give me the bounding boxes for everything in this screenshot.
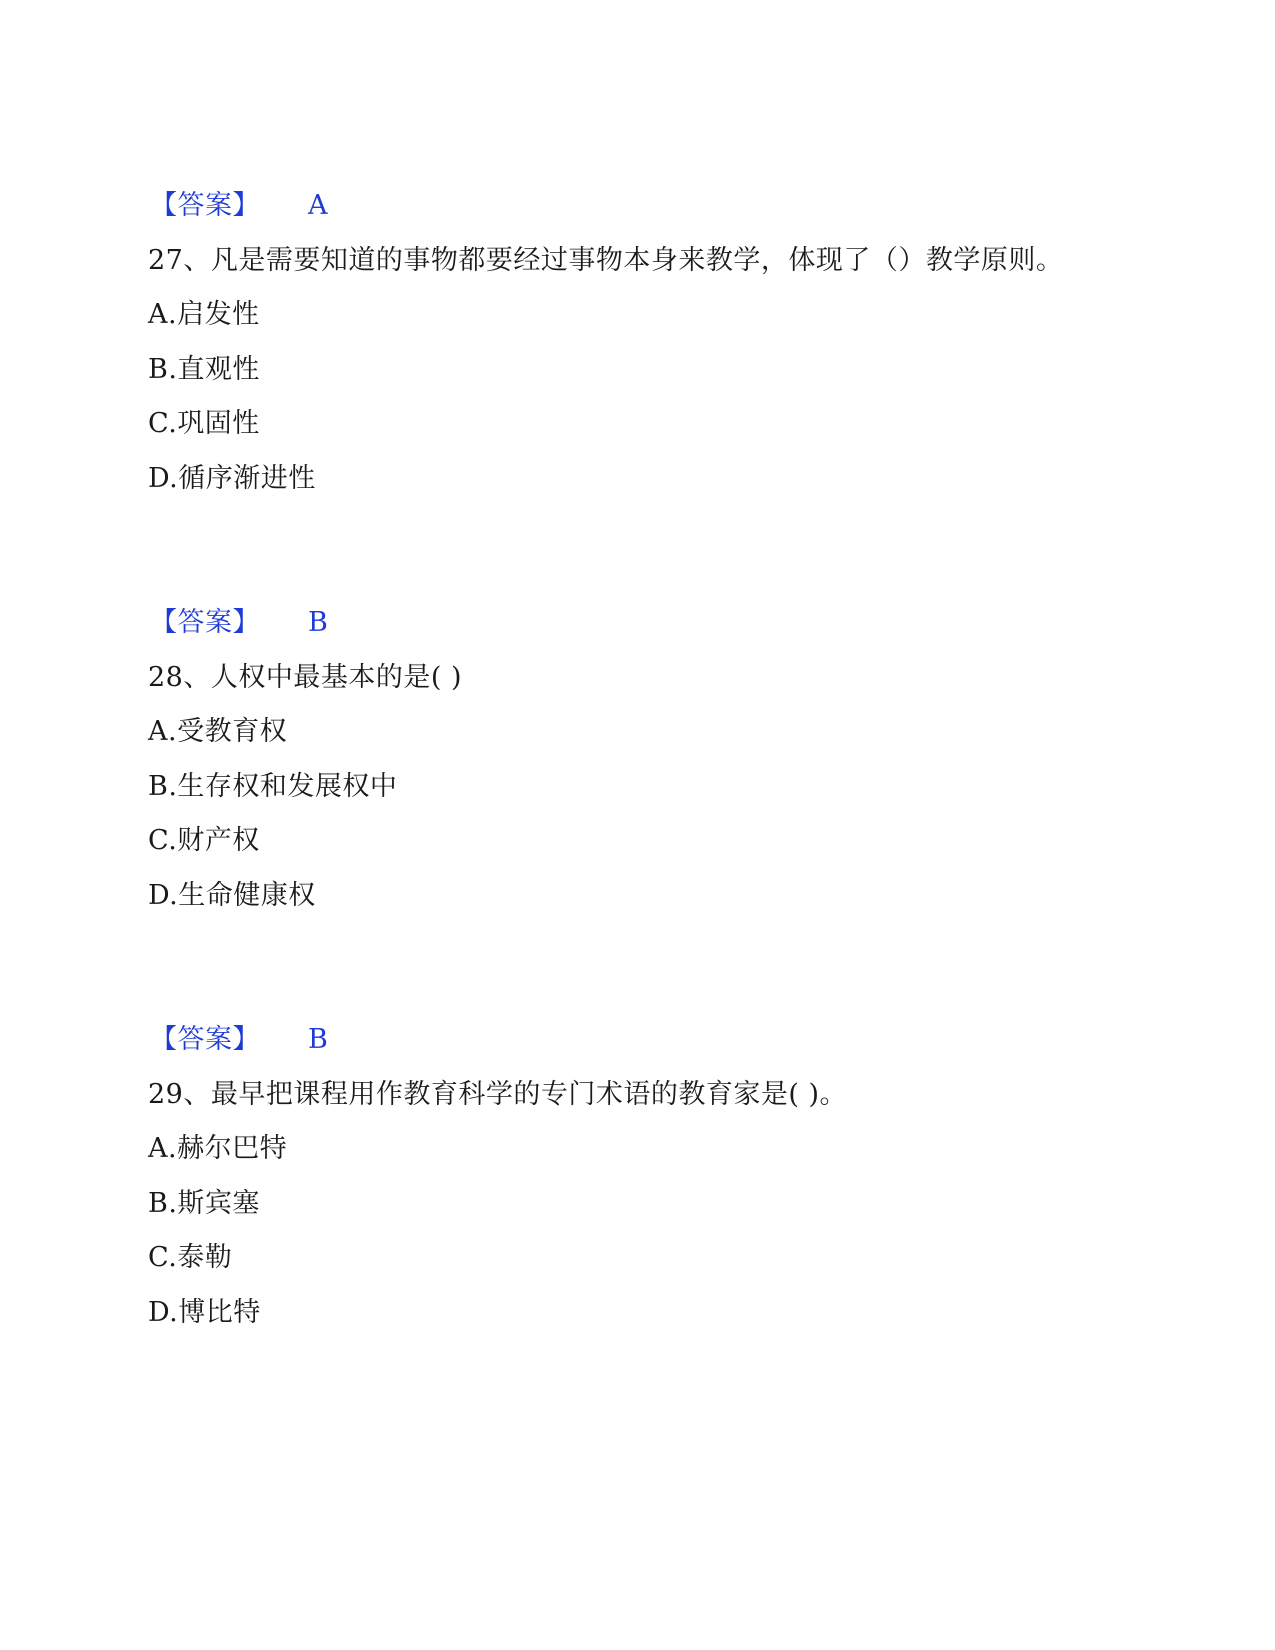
option-a: A.受教育权: [148, 716, 288, 747]
option-d: D.生命健康权: [148, 880, 316, 911]
answer-line: [150, 189, 328, 223]
option-a: A.赫尔巴特: [148, 1133, 288, 1164]
answer-value: B: [308, 607, 329, 638]
answer-line: [150, 1023, 328, 1057]
option-b: B.生存权和发展权中: [148, 771, 398, 802]
option-b: B.直观性: [148, 354, 260, 385]
option-d: D.博比特: [148, 1297, 261, 1328]
question-text: 28、人权中最基本的是( ): [148, 662, 463, 693]
answer-value: B: [308, 1024, 329, 1055]
option-c: C.巩固性: [148, 408, 260, 439]
answer-label: 【答案】: [150, 190, 260, 221]
answer-value: A: [308, 190, 328, 221]
answer-label: 【答案】: [150, 607, 260, 638]
option-a: A.启发性: [148, 299, 260, 330]
question-text: 29、最早把课程用作教育科学的专门术语的教育家是( )。: [148, 1079, 848, 1110]
option-c: C.财产权: [148, 825, 260, 856]
answer-line: [150, 606, 328, 640]
option-b: B.斯宾塞: [148, 1188, 260, 1219]
answer-label: 【答案】: [150, 1024, 260, 1055]
option-c: C.泰勒: [148, 1242, 233, 1273]
option-d: D.循序渐进性: [148, 463, 316, 494]
question-text: 27、凡是需要知道的事物都要经过事物本身来教学，体现了（）教学原则。: [148, 245, 1064, 276]
